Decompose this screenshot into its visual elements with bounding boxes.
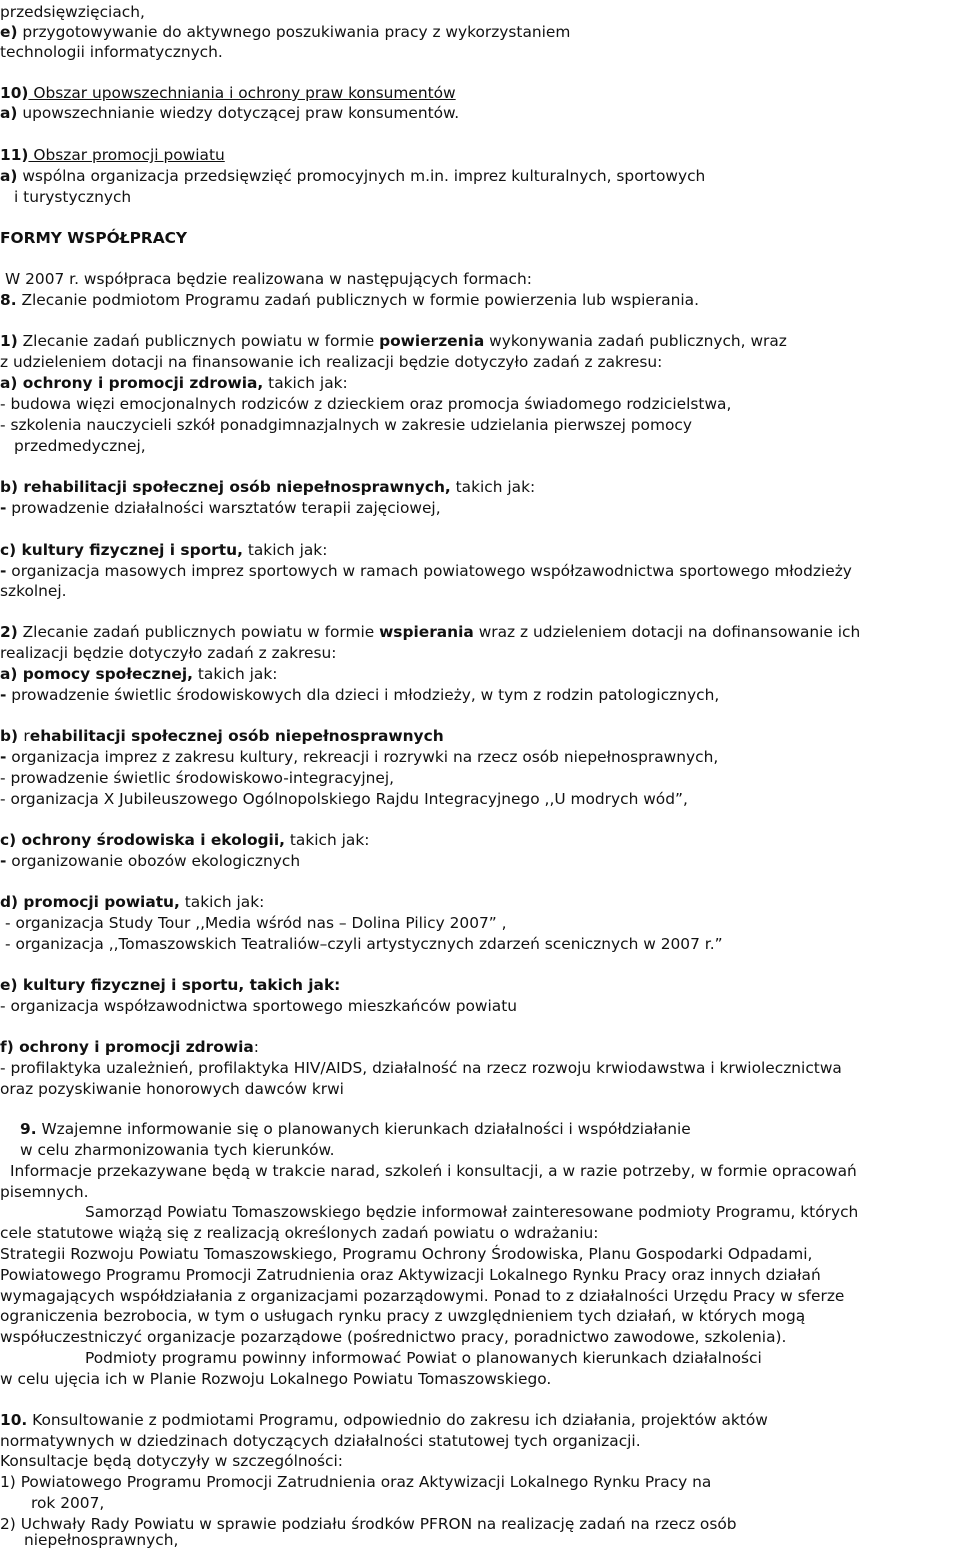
text-run: takich jak:: [284, 831, 370, 849]
subheading-label: a) ochrony i promocji zdrowia,: [0, 374, 264, 392]
text-line: Strategii Rozwoju Powiatu Tomaszowskiego, Programu Ochrony Środowiska, Planu Gospodarki Odpadami,: [0, 1245, 813, 1263]
subheading-label: f) ochrony i promocji zdrowia: [0, 1038, 254, 1056]
point-number: 10.: [0, 1411, 28, 1429]
subheading-label: d) promocji powiatu,: [0, 893, 180, 911]
text-run: wraz z udzieleniem dotacji na dofinansowanie ich: [473, 623, 861, 641]
list-item: 2) Uchwały Rady Powiatu w sprawie podziału środków PFRON na realizację zadań na rzecz osób: [0, 1515, 737, 1533]
text-line: oraz pozyskiwanie honorowych dawców krwi: [0, 1080, 344, 1098]
bullet-item: - szkolenia nauczycieli szkół ponadgimnazjalnych w zakresie udzielania pierwszej pomocy: [0, 416, 692, 434]
bullet-item: - prowadzenie świetlic środowiskowo-integracyjnej,: [0, 769, 395, 787]
forms-heading: FORMY WSPÓŁPRACY: [0, 229, 188, 247]
subheading-label: b): [0, 727, 24, 745]
point-10: [0, 1410, 768, 1430]
bullet-dash: -: [0, 748, 7, 766]
section-heading-11: [0, 145, 225, 165]
emphasis: wspierania: [379, 623, 474, 641]
text-line: realizacji będzie dotyczyło zadań z zakresu:: [0, 644, 337, 662]
subheading-label: a) pomocy społecznej,: [0, 665, 193, 683]
subheading-label: c) kultury fizycznej i sportu,: [0, 541, 243, 559]
section-title: Obszar promocji powiatu: [28, 146, 225, 164]
text-line: Informacje przekazywane będą w trakcie narad, szkoleń i konsultacji, a w razie potrzeby, w formie opracowań: [10, 1162, 857, 1180]
point-8: [0, 290, 699, 310]
text-line: technologii informatycznych.: [0, 43, 223, 61]
list-item: 1) Powiatowego Programu Promocji Zatrudnienia oraz Aktywizacji Lokalnego Rynku Pracy na: [0, 1473, 712, 1491]
bullet-dash: -: [0, 499, 7, 517]
item-text: przygotowywanie do aktywnego poszukiwania pracy z wykorzystaniem: [17, 23, 571, 41]
subheading-label: b) rehabilitacji społecznej osób niepełnosprawnych,: [0, 478, 451, 496]
text-line: w celu ujęcia ich w Planie Rozwoju Lokalnego Powiatu Tomaszowskiego.: [0, 1370, 552, 1388]
section-heading-10: [0, 83, 456, 103]
subheading-d: [0, 892, 264, 912]
text-line: rok 2007,: [31, 1494, 105, 1512]
text-line: Samorząd Powiatu Tomaszowskiego będzie informował zainteresowane podmioty Programu, których: [85, 1203, 859, 1221]
text-run: organizacja imprez z zakresu kultury, rekreacji i rozrywki na rzecz osób niepełnosprawnych,: [6, 748, 719, 766]
list-item-a: [0, 103, 459, 123]
text-line: niepełnosprawnych,: [24, 1531, 179, 1549]
bullet-item: [0, 561, 852, 581]
text-line: przedmedycznej,: [14, 437, 146, 455]
point-number: 9.: [20, 1120, 37, 1138]
bullet-item: - organizacja X Jubileuszowego Ogólnopolskiego Rajdu Integracyjnego ,,U modrych wód”,: [0, 790, 688, 808]
subheading-e: e) kultury fizycznej i sportu, takich jak:: [0, 976, 341, 994]
bullet-item: - profilaktyka uzależnień, profilaktyka HIV/AIDS, działalność na rzecz rozwoju krwiodawstwa i krwiolecznictwa: [0, 1059, 842, 1077]
text-line: pisemnych.: [0, 1183, 89, 1201]
bullet-item: [0, 747, 718, 767]
section-title: Obszar upowszechniania i ochrony praw konsumentów: [28, 84, 456, 102]
bullet-dash: -: [0, 686, 7, 704]
item-label: e): [0, 23, 18, 41]
item-label: a): [0, 167, 18, 185]
subheading-a: [0, 664, 277, 684]
text-line: Konsultacje będą dotyczyły w szczególności:: [0, 1452, 343, 1470]
text-run: Zlecanie zadań publicznych powiatu w formie: [17, 332, 380, 350]
subheading-label: ehabilitacji społecznej osób niepełnosprawnych: [29, 727, 444, 745]
subheading-f: [0, 1037, 259, 1057]
item-label: a): [0, 104, 18, 122]
text-run: takich jak:: [179, 893, 265, 911]
text-line: w celu zharmonizowania tych kierunków.: [20, 1141, 335, 1159]
subheading-label: c) ochrony środowiska i ekologii,: [0, 831, 285, 849]
text-run: takich jak:: [263, 374, 348, 392]
subheading-c: [0, 540, 327, 560]
point-number: 2): [0, 623, 18, 641]
bullet-item: [0, 685, 719, 705]
point-text: Konsultowanie z podmiotami Programu, odpowiednio do zakresu ich działania, projektów aktów: [27, 1411, 768, 1429]
text-line: i turystycznych: [14, 188, 132, 206]
text-run: wykonywania zadań publicznych, wraz: [484, 332, 787, 350]
text-line: wymagających współdziałania z organizacjami pozarządowymi. Ponad to z działalności Urzędu Pracy w sferze: [0, 1287, 845, 1305]
text-line: Powiatowego Programu Promocji Zatrudnienia oraz Aktywizacji Lokalnego Rynku Pracy oraz innych działań: [0, 1266, 821, 1284]
text-line: współuczestniczyć organizacje pozarządowe (pośrednictwo pracy, poradnictwo zawodowe, szkolenia).: [0, 1328, 787, 1346]
text-line: W 2007 r. współpraca będzie realizowana w następujących formach:: [5, 270, 532, 288]
list-item-a: [0, 166, 705, 186]
bullet-item: [0, 851, 300, 871]
text-run: takich jak:: [450, 478, 536, 496]
point-9: [20, 1119, 691, 1139]
bullet-dash: -: [0, 562, 7, 580]
text-run: takich jak:: [242, 541, 328, 559]
bullet-item: - organizacja ,,Tomaszowskich Teatraliów–czyli artystycznych zdarzeń scenicznych w 2007 r.”: [5, 935, 723, 953]
emphasis: powierzenia: [379, 332, 485, 350]
text-run: :: [253, 1038, 259, 1056]
bullet-dash: -: [0, 852, 7, 870]
text-run: r: [23, 727, 30, 745]
subheading-b: [0, 726, 444, 746]
text-run: takich jak:: [193, 665, 278, 683]
point-number: 1): [0, 332, 18, 350]
text-run: organizacja masowych imprez sportowych w ramach powiatowego współzawodnictwa sportowego młodzieży: [6, 562, 852, 580]
text-line: ograniczenia bezrobocia, w tym o usługach rynku pracy z uwzględnieniem tych działań, w których mogą: [0, 1307, 806, 1325]
text-line: normatywnych w dziedzinach dotyczących działalności statutowej tych organizacji.: [0, 1432, 641, 1450]
text-line: przedsięwzięciach,: [0, 3, 145, 21]
paragraph-1: [0, 331, 787, 351]
item-text: wspólna organizacja przedsięwzięć promocyjnych m.in. imprez kulturalnych, sportowych: [17, 167, 706, 185]
text-run: prowadzenie świetlic środowiskowych dla dzieci i młodzieży, w tym z rodzin patologicznych,: [6, 686, 720, 704]
point-text: Wzajemne informowanie się o planowanych kierunkach działalności i współdziałanie: [36, 1120, 691, 1138]
text-run: prowadzenie działalności warsztatów terapii zajęciowej,: [6, 499, 441, 517]
bullet-item: [0, 498, 441, 518]
text-line: z udzieleniem dotacji na finansowanie ich realizacji będzie dotyczyło zadań z zakresu:: [0, 353, 663, 371]
point-number: 8.: [0, 291, 17, 309]
subheading-c: [0, 830, 369, 850]
text-line: Podmioty programu powinny informować Powiat o planowanych kierunkach działalności: [85, 1349, 762, 1367]
text-line: cele statutowe wiążą się z realizacją określonych zadań powiatu o wdrażaniu:: [0, 1224, 599, 1242]
text-line: szkolnej.: [0, 582, 67, 600]
bullet-item: - budowa więzi emocjonalnych rodziców z dzieckiem oraz promocja świadomego rodzicielstwa,: [0, 395, 732, 413]
paragraph-2: [0, 622, 860, 642]
bullet-item: - organizacja współzawodnictwa sportowego mieszkańców powiatu: [0, 997, 518, 1015]
section-number: 10): [0, 84, 29, 102]
item-text: upowszechnianie wiedzy dotyczącej praw konsumentów.: [17, 104, 460, 122]
text-run: organizowanie obozów ekologicznych: [6, 852, 301, 870]
point-text: Zlecanie podmiotom Programu zadań publicznych w formie powierzenia lub wspierania.: [16, 291, 699, 309]
list-item-e: [0, 22, 570, 42]
subheading-b: [0, 477, 535, 497]
text-run: Zlecanie zadań publicznych powiatu w formie: [17, 623, 380, 641]
bullet-item: - organizacja Study Tour ,,Media wśród nas – Dolina Pilicy 2007” ,: [5, 914, 507, 932]
section-number: 11): [0, 146, 29, 164]
subheading-a: [0, 373, 348, 393]
